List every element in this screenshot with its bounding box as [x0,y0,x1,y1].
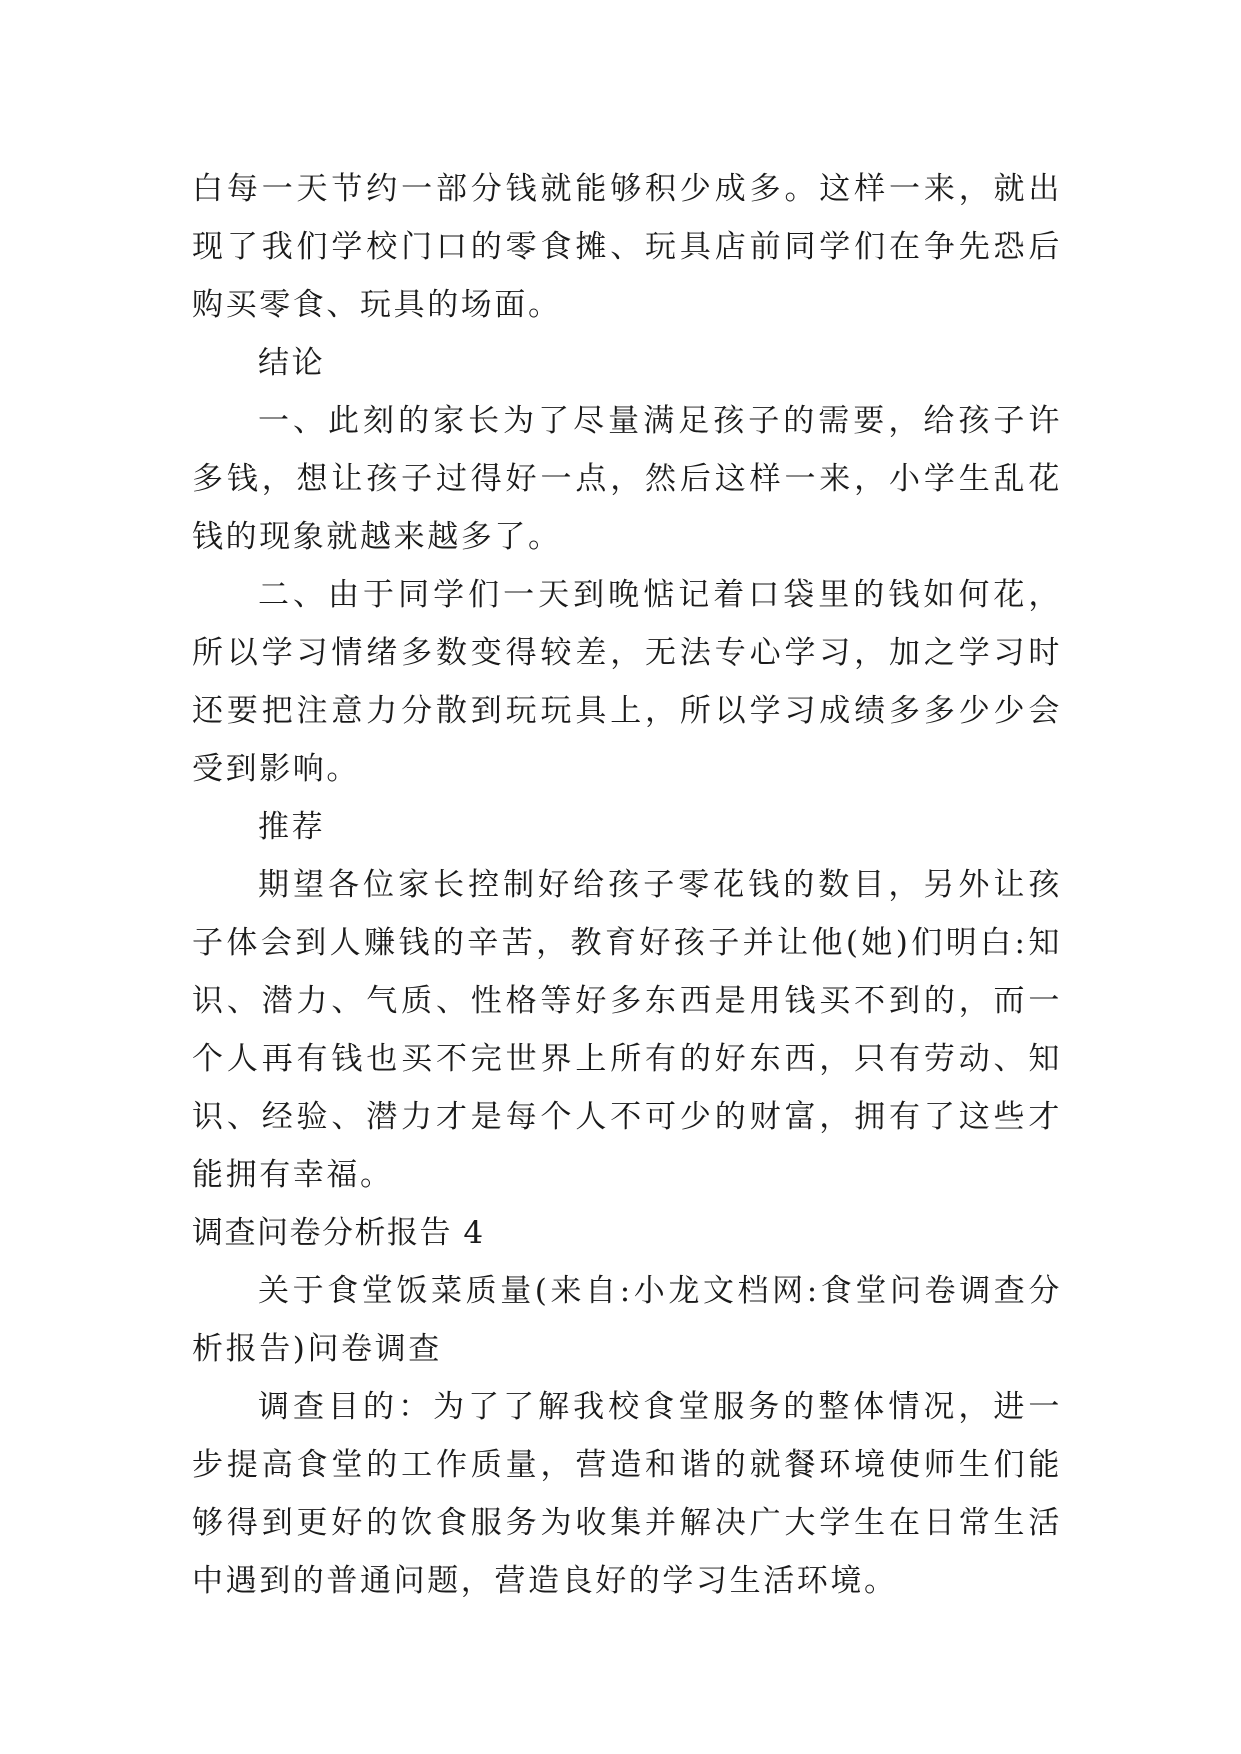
survey-topic: 关于食堂饭菜质量(来自:小龙文档网:食堂问卷调查分析报告)问卷调查 [192,1273,1062,1367]
recommendation-paragraph: 期望各位家长控制好给孩子零花钱的数目，另外让孩子体会到人赚钱的辛苦，教育好孩子并让他(她)们明白:知识、潜力、气质、性格等好多东西是用钱买不到的，而一个人再有钱也买不完世界上所有的好东西，只有劳动、知识、经验、潜力才是每个人不可少的财富，拥有了这些才能拥有幸福。 [192,867,1062,1193]
conclusion-point-1: 一、此刻的家长为了尽量满足孩子的需要，给孩子许多钱，想让孩子过得好一点，然后这样一来，小学生乱花钱的现象就越来越多了。 [192,403,1062,555]
survey-purpose: 调查目的：为了了解我校食堂服务的整体情况，进一步提高食堂的工作质量，营造和谐的就餐环境使师生们能够得到更好的饮食服务为收集并解决广大学生在日常生活中遇到的普通问题，营造良好的学习生活环境。 [192,1389,1062,1599]
report-title: 调查问卷分析报告 4 [192,1215,485,1251]
conclusion-point-2: 二、由于同学们一天到晚惦记着口袋里的钱如何花，所以学习情绪多数变得较差，无法专心学习，加之学习时还要把注意力分散到玩玩具上，所以学习成绩多多少少会受到影响。 [192,577,1062,787]
section-heading-conclusion: 结论 [258,345,326,381]
document-body [192,160,1062,1610]
section-heading-recommendation: 推荐 [258,809,326,845]
paragraph-continuation: 白每一天节约一部分钱就能够积少成多。这样一来，就出现了我们学校门口的零食摊、玩具店前同学们在争先恐后购买零食、玩具的场面。 [192,171,1062,323]
